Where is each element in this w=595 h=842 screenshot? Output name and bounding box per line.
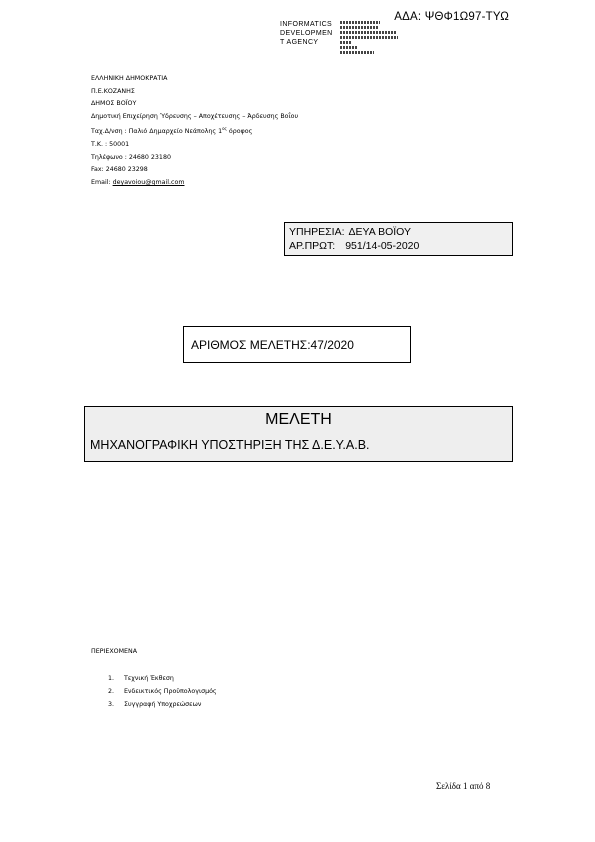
sender-block [91, 73, 298, 189]
list-item-number: 1. [108, 675, 115, 682]
study-number-box: ΑΡΙΘΜΟΣ ΜΕΛΕΤΗΣ:47/2020 [183, 326, 411, 363]
logo-line-3: T AGENCY [280, 39, 319, 46]
list-item [108, 672, 217, 685]
sender-phone: Τηλέφωνο : 24680 23180 [91, 153, 171, 161]
protocol-value: 951/14-05-2020 [345, 240, 420, 252]
sender-address [91, 123, 298, 139]
address-suffix: όροφος [226, 128, 253, 136]
service-box [284, 222, 513, 256]
sender-postal-code: Τ.Κ. : 50001 [91, 141, 130, 149]
logo-line-2: DEVELOPMEN [280, 30, 333, 37]
email-link[interactable]: deyavoiou@gmail.com [112, 178, 185, 186]
logo-line-1: INFORMATICS [280, 21, 333, 28]
title-main: ΜΕΛΕΤΗ [265, 411, 332, 428]
logo-small-text [340, 21, 400, 56]
list-item-number: 3. [108, 701, 115, 708]
list-item-label: Ενδεικτικός Προϋπολογισμός [124, 688, 217, 695]
service-row [289, 225, 508, 239]
address-sup: ος [222, 126, 227, 132]
email-label: Email: [91, 178, 113, 186]
sender-region: Π.Ε.ΚΟΖΑΝΗΣ [91, 87, 135, 95]
list-item-number: 2. [108, 688, 115, 695]
service-value: ΔΕΥΑ ΒΟΪΟΥ [348, 226, 412, 238]
page-number: Σελίδα 1 από 8 [436, 781, 491, 791]
list-item [108, 698, 217, 711]
list-item-label: Τεχνική Έκθεση [124, 675, 174, 682]
address-prefix: Ταχ.Δ/νση : Παλιό Δημαρχείο Νεάπολης 1 [91, 128, 223, 136]
list-item [108, 685, 217, 698]
title-subtitle: ΜΗΧΑΝΟΓΡΑΦΙΚΗ ΥΠΟΣΤΗΡΙΞΗ ΤΗΣ Δ.Ε.Υ.Α.Β. [90, 438, 370, 452]
protocol-label: ΑΡ.ΠΡΩΤ: [289, 240, 336, 252]
ada-code: ΑΔΑ: ΨΘΦ1Ω97-ΤΥΩ [394, 11, 509, 23]
contents-list [108, 672, 217, 711]
sender-fax: Fax: 24680 23298 [91, 166, 148, 174]
sender-email [91, 177, 298, 190]
title-box [84, 406, 513, 462]
protocol-row [289, 239, 508, 253]
service-label: ΥΠΗΡΕΣΙΑ: [289, 226, 345, 238]
list-item-label: Συγγραφή Υποχρεώσεων [124, 701, 202, 708]
informatics-logo [280, 20, 410, 60]
sender-municipality: ΔΗΜΟΣ ΒΟΪΟΥ [91, 100, 137, 108]
sender-country: ΕΛΛΗΝΙΚΗ ΔΗΜΟΚΡΑΤΙΑ [91, 75, 168, 82]
sender-organization: Δημοτική Επιχείρηση Ύδρευσης – Αποχέτευσης – Άρδευσης Βοΐου [91, 112, 299, 120]
contents-heading: ΠΕΡΙΕΧΟΜΕΝΑ [91, 648, 138, 655]
